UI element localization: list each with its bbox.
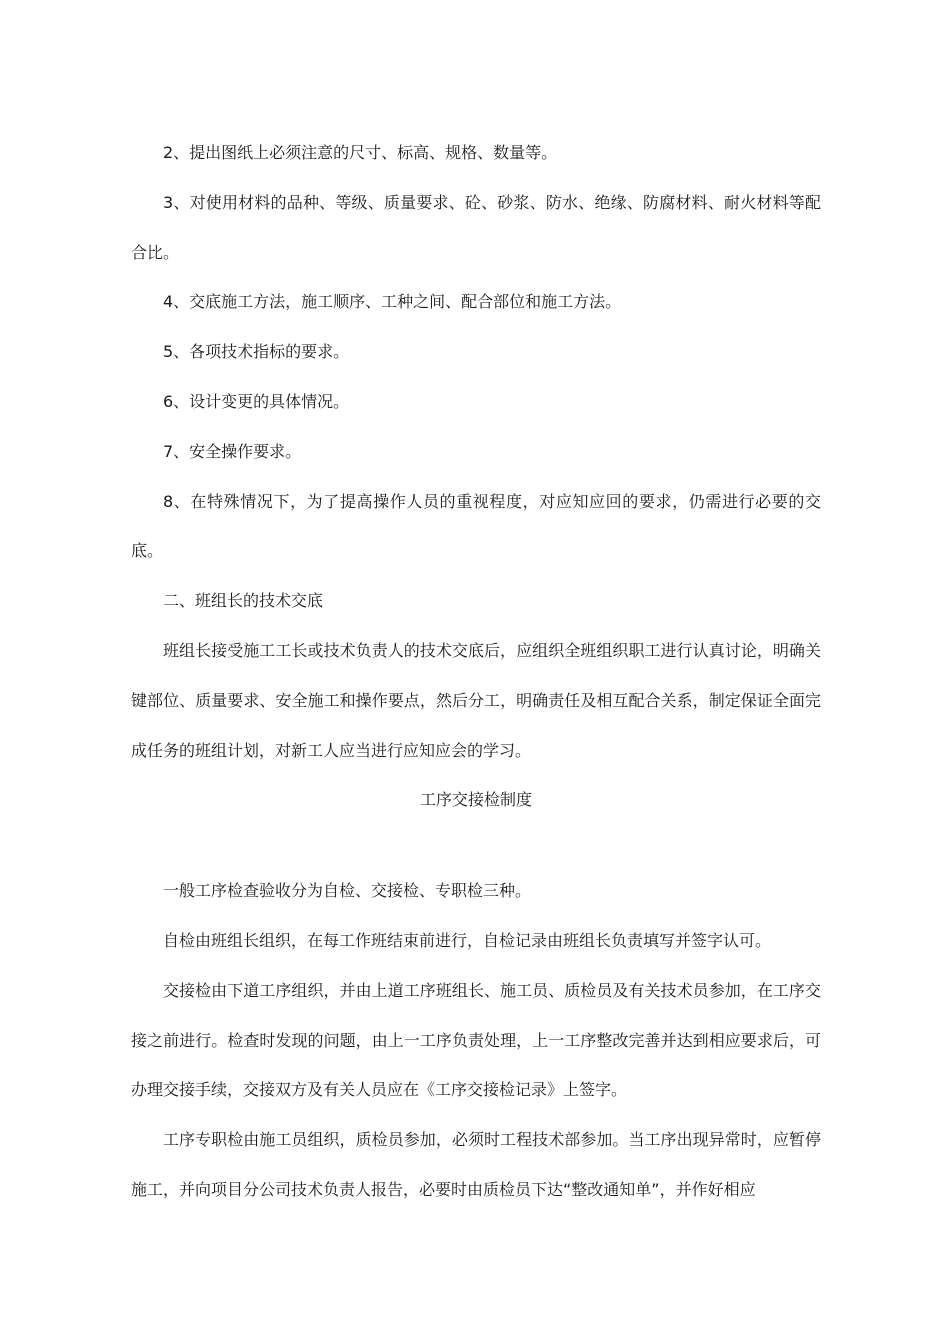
paragraph-team-leader: 班组长接受施工工长或技术负责人的技术交底后，应组织全班组织职工进行认真讨论，明确关键部位、质量要求、安全施工和操作要点，然后分工，明确责任及相互配合关系，制定保证全面完成任务的班组计划，对新工人应当进行应知应会的学习。 [131,640,821,760]
paragraph-item-4: 4、交底施工方法，施工顺序、工种之间、配合部位和施工方法。 [163,292,622,312]
paragraph-item-5: 5、各项技术指标的要求。 [163,342,350,362]
section-heading-team-leader: 二、班组长的技术交底 [163,591,324,611]
paragraph-inspection-types: 一般工序检查验收分为自检、交接检、专职检三种。 [163,881,532,901]
paragraph-handover-inspection: 交接检由下道工序组织，并由上道工序班组长、施工员、质检员及有关技术员参加，在工序交接之前进行。检查时发现的问题，由上一工序负责处理，上一工序整改完善并达到相应要求后，可办理交接手续，交接双方及有关人员应在《工序交接检记录》上签字。 [131,980,821,1100]
section-title: 工序交接检制度 [419,790,532,810]
paragraph-item-8: 8、在特殊情况下，为了提高操作人员的重视程度，对应知应回的要求，仍需进行必要的交底。 [131,491,821,561]
document-body [131,128,821,1215]
paragraph-item-2: 2、提出图纸上必须注意的尺寸、标高、规格、数量等。 [163,143,558,162]
paragraph-item-6: 6、设计变更的具体情况。 [163,391,350,411]
paragraph-item-7: 7、安全操作要求。 [163,441,302,461]
paragraph-dedicated-inspection: 工序专职检由施工员组织，质检员参加，必须时工程技术部参加。当工序出现异常时，应暂停施工，并向项目分公司技术负责人报告，必要时由质检员下达“整改通知单”，并作好相应 [131,1130,821,1199]
paragraph-item-3: 3、对使用材料的品种、等级、质量要求、砼、砂浆、防水、绝缘、防腐材料、耐火材料等配合比。 [131,192,821,262]
paragraph-self-inspection: 自检由班组长组织，在每工作班结束前进行，自检记录由班组长负责填写并签字认可。 [163,930,772,950]
